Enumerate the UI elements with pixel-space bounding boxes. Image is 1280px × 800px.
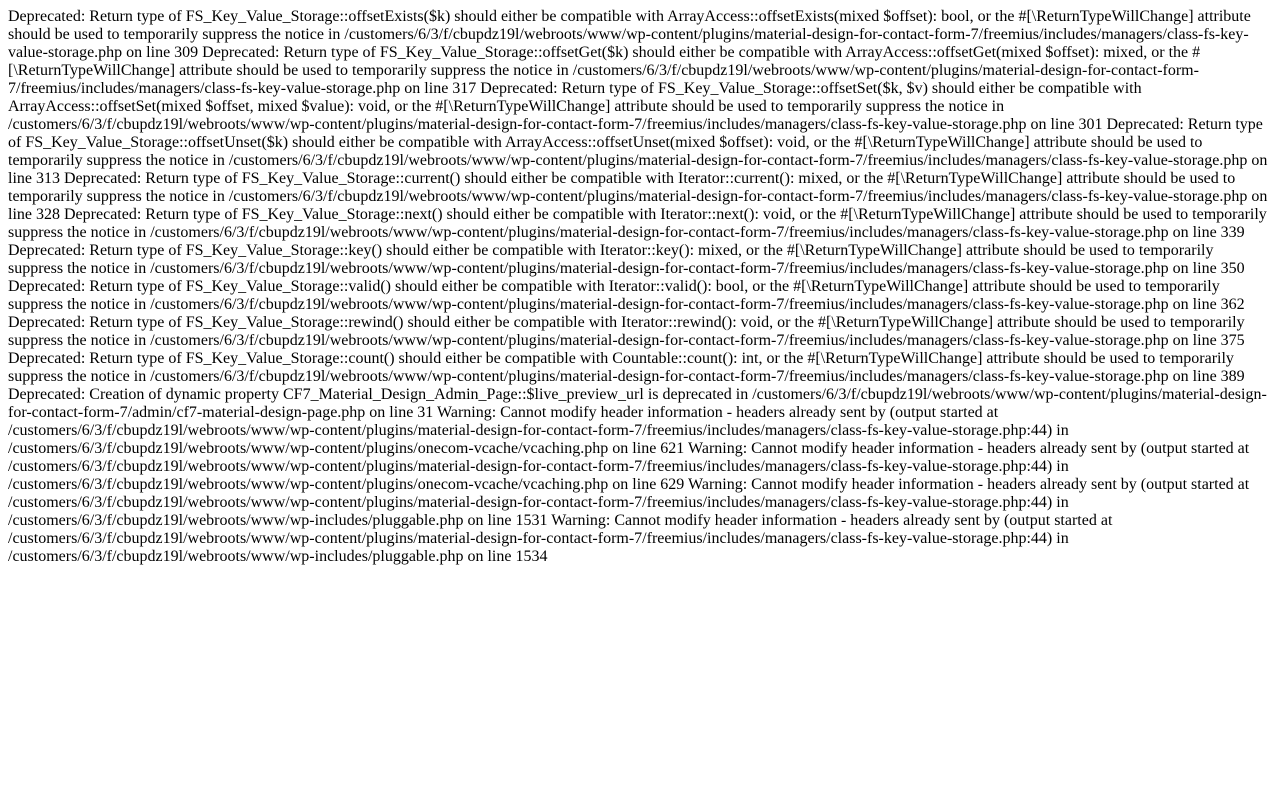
php-error-page: [8, 8, 1272, 566]
error-message-15: Warning: Cannot modify header information - headers already sent by (output started at /customers/6/3/f/cbupdz19l/webroots/www/wp-content/plugins/material-design-for-contact-form-7/freemius/includes/managers/class-fs-key-value-storage.php:44) in /customers/6/3/f/cbupdz19l/webroots/www/wp-includes/pluggable.php on line 1534: [8, 512, 1113, 565]
error-message-12: Warning: Cannot modify header information - headers already sent by (output started at /customers/6/3/f/cbupdz19l/webroots/www/wp-content/plugins/material-design-for-contact-form-7/freemius/includes/managers/class-fs-key-value-storage.php:44) in /customers/6/3/f/cbupdz19l/webroots/www/wp-content/plugins/onecom-vcache/vcaching.php on line 621: [8, 404, 1069, 457]
error-message-7: Deprecated: Return type of FS_Key_Value_Storage::key() should either be compatible with Iterator::key(): mixed, or the #[\ReturnTypeWillChange] attribute should be used to temporarily suppress the notice in /customers/6/3/f/cbupdz19l/webroots/www/wp-content/plugins/material-design-for-contact-form-7/freemius/includes/managers/class-fs-key-value-storage.php on line 350: [8, 242, 1245, 277]
php-error-log: [8, 8, 1272, 566]
error-message-1: Deprecated: Return type of FS_Key_Value_Storage::offsetExists($k) should either be compatible with ArrayAccess::offsetExists(mixed $offset): bool, or the #[\ReturnTypeWillChange] attribute should be used to temporarily suppress the notice in /customers/6/3/f/cbupdz19l/webroots/www/wp-content/plugins/material-design-for-contact-form-7/freemius/includes/managers/class-fs-key-value-storage.php on line 309: [8, 8, 1251, 61]
error-message-10: Deprecated: Return type of FS_Key_Value_Storage::count() should either be compatible with Countable::count(): int, or the #[\ReturnTypeWillChange] attribute should be used to temporarily suppress the notice in /customers/6/3/f/cbupdz19l/webroots/www/wp-content/plugins/material-design-for-contact-form-7/freemius/includes/managers/class-fs-key-value-storage.php on line 389: [8, 350, 1245, 385]
error-message-5: Deprecated: Return type of FS_Key_Value_Storage::current() should either be compatible with Iterator::current(): mixed, or the #[\ReturnTypeWillChange] attribute should be used to temporarily suppress the notice in /customers/6/3/f/cbupdz19l/webroots/www/wp-content/plugins/material-design-for-contact-form-7/freemius/includes/managers/class-fs-key-value-storage.php on line 328: [8, 170, 1268, 223]
error-message-8: Deprecated: Return type of FS_Key_Value_Storage::valid() should either be compatible with Iterator::valid(): bool, or the #[\ReturnTypeWillChange] attribute should be used to temporarily suppress the notice in /customers/6/3/f/cbupdz19l/webroots/www/wp-content/plugins/material-design-for-contact-form-7/freemius/includes/managers/class-fs-key-value-storage.php on line 362: [8, 278, 1245, 313]
error-message-14: Warning: Cannot modify header information - headers already sent by (output started at /customers/6/3/f/cbupdz19l/webroots/www/wp-content/plugins/material-design-for-contact-form-7/freemius/includes/managers/class-fs-key-value-storage.php:44) in /customers/6/3/f/cbupdz19l/webroots/www/wp-includes/pluggable.php on line 1531: [8, 476, 1250, 529]
error-message-4: Deprecated: Return type of FS_Key_Value_Storage::offsetUnset($k) should either be compatible with ArrayAccess::offsetUnset(mixed $offset): void, or the #[\ReturnTypeWillChange] attribute should be used to temporarily suppress the notice in /customers/6/3/f/cbupdz19l/webroots/www/wp-content/plugins/material-design-for-contact-form-7/freemius/includes/managers/class-fs-key-value-storage.php on line 313: [8, 116, 1268, 187]
error-message-3: Deprecated: Return type of FS_Key_Value_Storage::offsetSet($k, $v) should either be compatible with ArrayAccess::offsetSet(mixed $offset, mixed $value): void, or the #[\ReturnTypeWillChange] attribute should be used to temporarily suppress the notice in /customers/6/3/f/cbupdz19l/webroots/www/wp-content/plugins/material-design-for-contact-form-7/freemius/includes/managers/class-fs-key-value-storage.php on line 301: [8, 80, 1142, 133]
error-message-2: Deprecated: Return type of FS_Key_Value_Storage::offsetGet($k) should either be compatible with ArrayAccess::offsetGet(mixed $offset): mixed, or the #[\ReturnTypeWillChange] attribute should be used to temporarily suppress the notice in /customers/6/3/f/cbupdz19l/webroots/www/wp-content/plugins/material-design-for-contact-form-7/freemius/includes/managers/class-fs-key-value-storage.php on line 317: [8, 44, 1201, 97]
error-message-11: Deprecated: Creation of dynamic property CF7_Material_Design_Admin_Page::$live_preview_url is deprecated in /customers/6/3/f/cbupdz19l/webroots/www/wp-content/plugins/material-design-for-contact-form-7/admin/cf7-material-design-page.php on line 31: [8, 386, 1267, 421]
error-message-6: Deprecated: Return type of FS_Key_Value_Storage::next() should either be compatible with Iterator::next(): void, or the #[\ReturnTypeWillChange] attribute should be used to temporarily suppress the notice in /customers/6/3/f/cbupdz19l/webroots/www/wp-content/plugins/material-design-for-contact-form-7/freemius/includes/managers/class-fs-key-value-storage.php on line 339: [8, 206, 1267, 241]
error-message-9: Deprecated: Return type of FS_Key_Value_Storage::rewind() should either be compatible with Iterator::rewind(): void, or the #[\ReturnTypeWillChange] attribute should be used to temporarily suppress the notice in /customers/6/3/f/cbupdz19l/webroots/www/wp-content/plugins/material-design-for-contact-form-7/freemius/includes/managers/class-fs-key-value-storage.php on line 375: [8, 314, 1245, 349]
error-message-13: Warning: Cannot modify header information - headers already sent by (output started at /customers/6/3/f/cbupdz19l/webroots/www/wp-content/plugins/material-design-for-contact-form-7/freemius/includes/managers/class-fs-key-value-storage.php:44) in /customers/6/3/f/cbupdz19l/webroots/www/wp-content/plugins/onecom-vcache/vcaching.php on line 629: [8, 440, 1250, 493]
